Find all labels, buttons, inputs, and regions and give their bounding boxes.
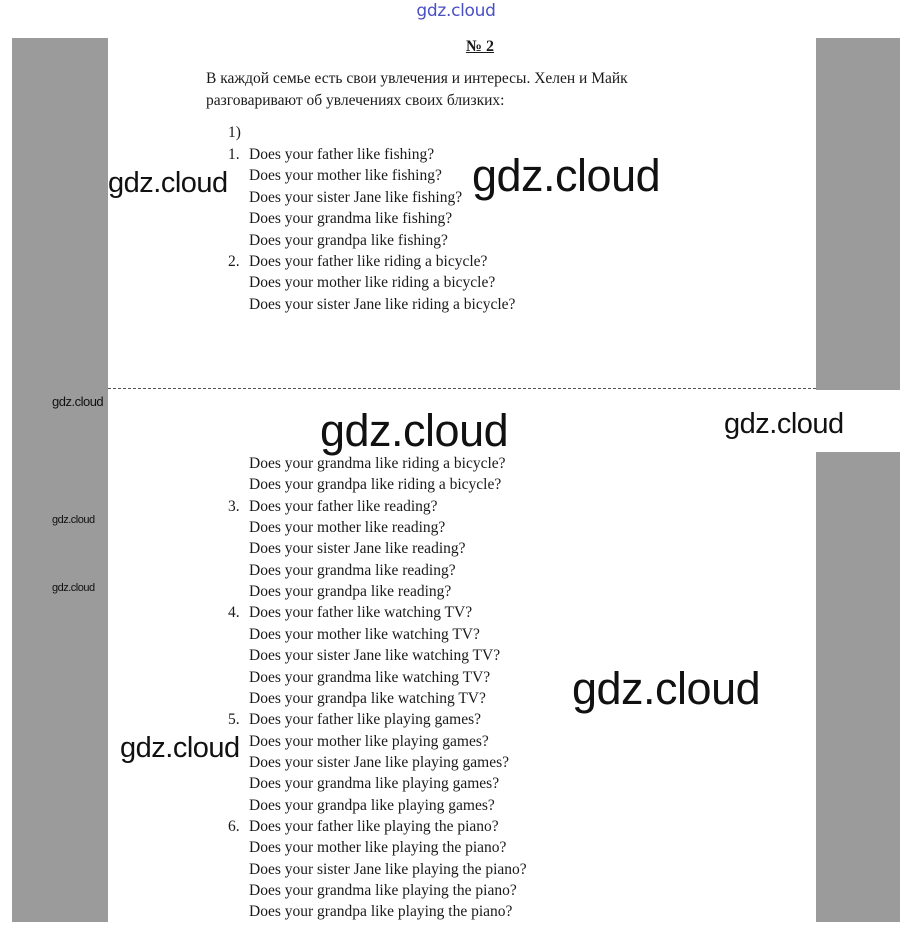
exercise-title: № 2: [465, 38, 495, 55]
question-line: Does your grandma like riding a bicycle?: [249, 455, 506, 472]
question-line: Does your grandpa like playing games?: [249, 796, 495, 814]
left-margin-panel: [12, 38, 108, 922]
question-number: 6.: [228, 817, 240, 835]
exercise-intro: [206, 68, 676, 112]
watermark: gdz.cloud: [472, 150, 661, 201]
question-number: 3.: [228, 497, 240, 515]
question-number: 5.: [228, 711, 240, 729]
question-line: Does your grandpa like watching TV?: [249, 689, 486, 707]
watermark: gdz.cloud: [320, 405, 509, 456]
watermark: gdz.cloud: [52, 582, 95, 594]
question-line: Does your grandpa like riding a bicycle?: [249, 476, 502, 494]
question-line: Does your grandma like fishing?: [249, 210, 453, 228]
intro-line-2: разговаривают об увлечениях своих близких:: [206, 92, 505, 109]
watermark: gdz.cloud: [724, 408, 844, 440]
question-line: Does your grandma like playing games?: [249, 775, 500, 793]
part-label: 1): [228, 124, 241, 141]
question-line: Does your father like playing games?: [249, 711, 481, 729]
question-line: Does your grandma like playing the piano?: [249, 882, 517, 899]
question-line: Does your sister Jane like riding a bicycle?: [249, 295, 516, 313]
right-margin-panel-bottom: [816, 452, 900, 922]
question-line: Does your grandma like reading?: [249, 561, 456, 579]
watermark: gdz.cloud: [52, 394, 104, 409]
question-line: Does your sister Jane like playing games?: [249, 753, 509, 771]
question-number: 4.: [228, 604, 240, 622]
page-divider: [108, 388, 816, 389]
intro-line-1: В каждой семье есть свои увлечения и интересы. Хелен и Майк: [206, 70, 628, 87]
question-line: Does your father like watching TV?: [249, 604, 473, 622]
watermark: gdz.cloud: [120, 732, 240, 764]
question-number: 1.: [228, 146, 240, 163]
question-line: Does your father like riding a bicycle?: [249, 253, 488, 270]
watermark: gdz.cloud: [572, 663, 761, 714]
question-line: Does your sister Jane like fishing?: [249, 188, 463, 206]
watermark: gdz.cloud: [108, 167, 228, 199]
question-line: Does your grandpa like playing the piano?: [249, 903, 513, 921]
question-line: Does your father like reading?: [249, 497, 438, 515]
question-line: Does your mother like watching TV?: [249, 625, 480, 643]
question-line: Does your father like fishing?: [249, 146, 435, 163]
question-line: Does your grandpa like fishing?: [249, 231, 448, 249]
question-line: Does your mother like fishing?: [249, 167, 442, 185]
question-line: Does your mother like reading?: [249, 519, 446, 537]
question-line: Does your mother like playing the piano?: [249, 839, 507, 857]
question-line: Does your sister Jane like watching TV?: [249, 647, 501, 665]
question-line: Does your sister Jane like reading?: [249, 540, 466, 558]
question-line: Does your grandpa like reading?: [249, 583, 452, 601]
question-line: Does your father like playing the piano?: [249, 817, 499, 835]
right-margin-panel-top: [816, 38, 900, 390]
question-line: Does your mother like riding a bicycle?: [249, 274, 496, 292]
question-line: Does your grandma like watching TV?: [249, 668, 491, 686]
question-line: Does your sister Jane like playing the piano?: [249, 860, 527, 878]
site-brand[interactable]: gdz.cloud: [416, 1, 496, 21]
watermark: gdz.cloud: [52, 514, 95, 526]
question-line: Does your mother like playing games?: [249, 732, 489, 750]
question-number: 2.: [228, 253, 240, 270]
